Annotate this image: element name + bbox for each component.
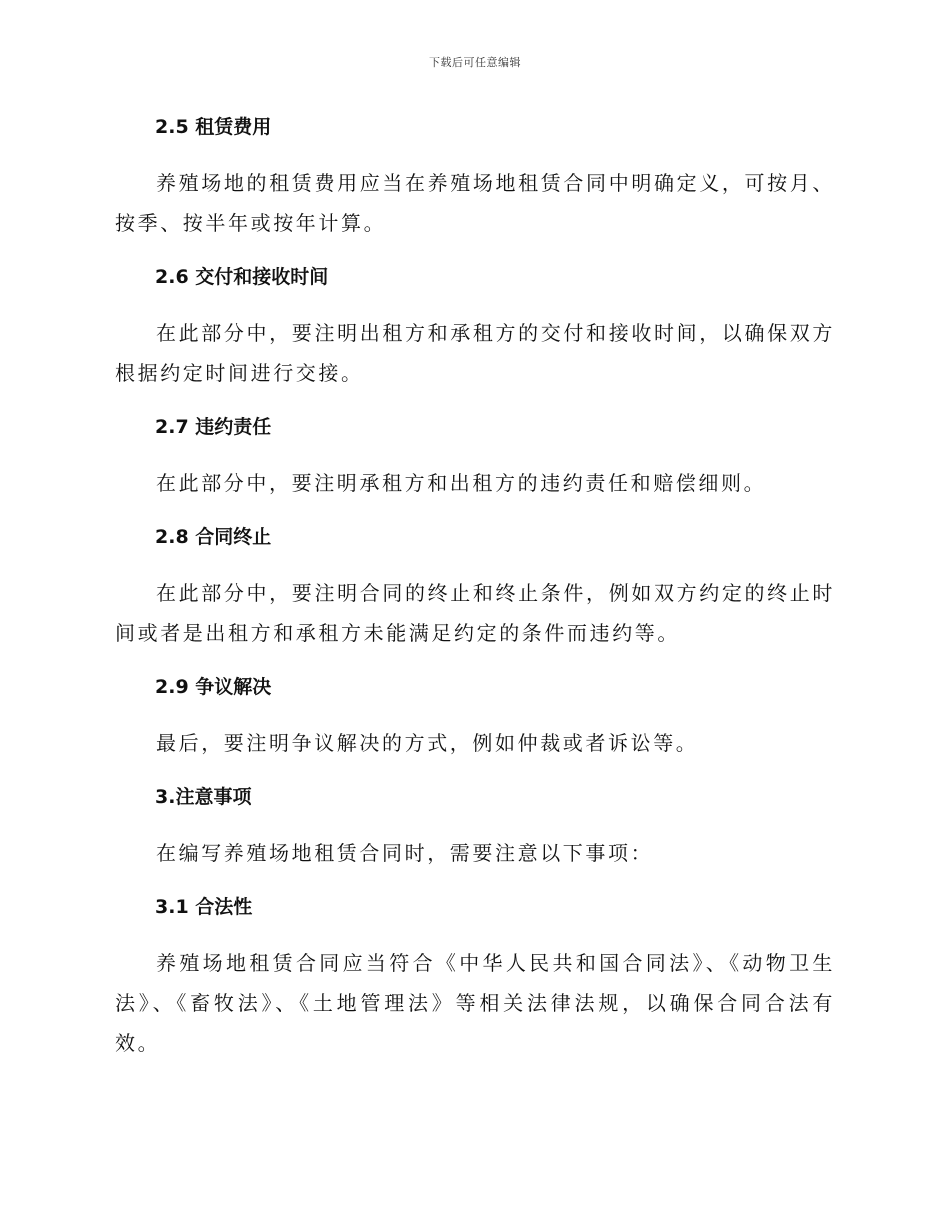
section-paragraph: 在此部分中，要注明出租方和承租方的交付和接收时间，以确保双方根据约定时间进行交接。	[115, 321, 835, 385]
section-heading: 3.注意事项	[155, 786, 252, 808]
section-2-7	[115, 413, 835, 523]
section-heading: 2.9 争议解决	[155, 676, 272, 698]
section-2-5	[115, 113, 835, 263]
section-3	[115, 783, 835, 893]
section-paragraph: 养殖场地的租赁费用应当在养殖场地租赁合同中明确定义，可按月、按季、按半年或按年计算。	[115, 171, 835, 235]
section-heading: 3.1 合法性	[155, 896, 253, 918]
section-heading: 2.8 合同终止	[155, 526, 272, 548]
section-paragraph: 最后，要注明争议解决的方式，例如仲裁或者诉讼等。	[156, 731, 699, 755]
section-2-8	[115, 523, 835, 673]
document-body	[115, 113, 835, 1063]
section-2-9	[115, 673, 835, 783]
section-2-6	[115, 263, 835, 413]
section-paragraph: 在此部分中，要注明合同的终止和终止条件，例如双方约定的终止时间或者是出租方和承租方未能满足约定的条件而违约等。	[115, 581, 835, 645]
section-3-1	[115, 893, 835, 1063]
section-heading: 2.7 违约责任	[155, 416, 272, 438]
section-paragraph: 在编写养殖场地租赁合同时，需要注意以下事项：	[156, 841, 654, 865]
page-header: 下载后可任意编辑	[429, 56, 521, 69]
section-heading: 2.5 租赁费用	[155, 116, 272, 138]
section-heading: 2.6 交付和接收时间	[155, 266, 329, 288]
section-paragraph: 养殖场地租赁合同应当符合《中华人民共和国合同法》、《动物卫生法》、《畜牧法》、《土地管理法》等相关法律法规，以确保合同合法有效。	[115, 951, 835, 1055]
section-paragraph: 在此部分中，要注明承租方和出租方的违约责任和赔偿细则。	[156, 471, 767, 495]
